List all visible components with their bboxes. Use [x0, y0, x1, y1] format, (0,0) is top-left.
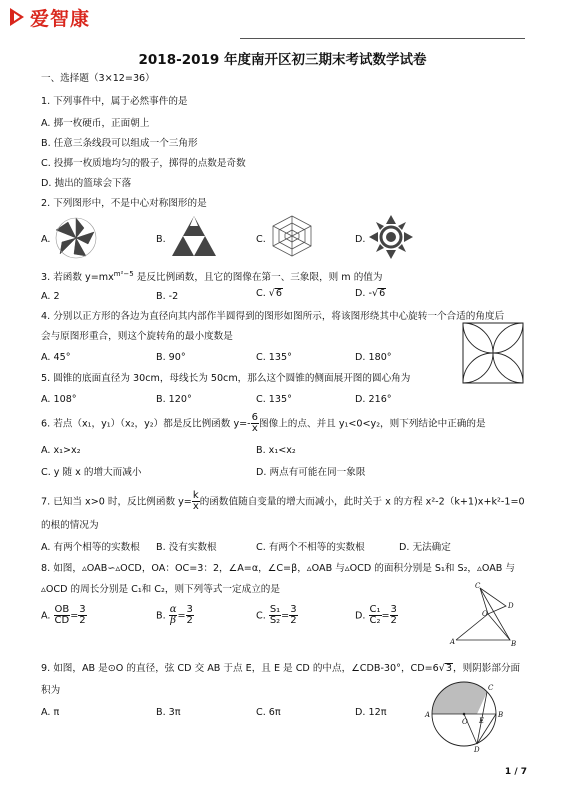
- q5-stem: 5. 圆锥的底面直径为 30cm，母线长为 50cm，那么这个圆锥的侧面展开图的圆心角为: [41, 373, 411, 384]
- q8-d-num-right: 3: [390, 604, 397, 615]
- q9-label-a: A: [425, 711, 431, 719]
- q9-label-b: B: [498, 711, 504, 719]
- q7-stem-part1: 7. 已知当 x>0 时，反比例函数 y=: [41, 496, 192, 508]
- q8-b-num-left: α: [169, 604, 177, 615]
- square-petals-figure: [462, 322, 524, 388]
- q3-option-c-radicand: 6: [275, 288, 283, 299]
- q6-fraction: [251, 413, 259, 434]
- q7-option-c: C. 有两个不相等的实数根: [256, 542, 365, 553]
- q8-option-b: B. $\frac{\alpha}{\beta}$ = $\frac{3}{2}$: [156, 604, 193, 626]
- q8-label-d: D: [508, 602, 514, 610]
- triforce-figure: [170, 214, 218, 262]
- q8-label-c: C: [475, 582, 481, 590]
- gear-star-figure: [368, 214, 414, 264]
- header-rule: [240, 38, 525, 39]
- q3-option-d: D. -√6: [355, 288, 386, 299]
- pinwheel-figure: [54, 216, 98, 264]
- q8-b-num-right: 3: [186, 604, 193, 615]
- q8-label-o: O: [482, 610, 488, 618]
- brand-logo: [8, 4, 90, 30]
- q8-c-frac-left: [269, 605, 281, 626]
- q3-option-c: C. √6: [256, 288, 283, 299]
- q6-option-a: A. x₁>x₂: [41, 445, 81, 456]
- q3-option-a: A. 2: [41, 291, 60, 302]
- q3-stem-part1: 3. 若函数 y=mx: [41, 272, 114, 284]
- q3-stem-part2: 是反比例函数，且它的图像在第一、三象限，则 m 的值为: [133, 272, 383, 284]
- q4-option-b: B. 90°: [156, 352, 186, 363]
- q9-line2: 积为: [41, 685, 61, 696]
- q7-stem: [41, 491, 525, 512]
- q9-label-o: O: [462, 718, 468, 726]
- q8-c-den-right: 2: [290, 615, 297, 626]
- q4-option-d: D. 180°: [355, 352, 392, 363]
- q2-option-a: A.: [41, 234, 51, 245]
- q3-option-b: B. -2: [156, 291, 179, 302]
- q4-line1: 4. 分别以正方形的各边为直径向其内部作半圆得到的图形如图所示，将该图形绕其中心旋转一个合适的角度后: [41, 311, 505, 322]
- section-heading: 一、选择题（3×12=36）: [41, 73, 155, 84]
- q9-label-e: E: [479, 717, 485, 725]
- q8-c-frac-right: [289, 605, 297, 626]
- q3-exponent: m²−5: [113, 270, 134, 278]
- q4-option-a: A. 45°: [41, 352, 71, 363]
- q8-a-den-right: 2: [79, 615, 86, 626]
- q8-option-a: A. $\frac{OB}{CD}$ = $\frac{3}{2}$: [41, 604, 86, 626]
- q3-option-c-label: C.: [256, 288, 266, 299]
- q8-a-num-left: OB: [54, 604, 70, 615]
- q8-option-a-label: A.: [41, 610, 51, 622]
- q5-option-a: A. 108°: [41, 394, 77, 405]
- q1-option-b: B. 任意三条线段可以组成一个三角形: [41, 138, 198, 149]
- q8-option-c: C. $\frac{\text{S₁}}{\text{S₂}}$ = $\frac{3}{2}$: [256, 604, 297, 626]
- q8-d-frac-left: [369, 605, 382, 626]
- brand-name: 爱智康: [30, 7, 91, 30]
- q9-line1-part1: 9. 如图，AB 是⊙O 的直径，弦 CD 交 AB 于点 E，且 E 是 CD 的中点，∠CDB-30°，CD=6: [41, 663, 439, 674]
- q6-option-c: C. y 随 x 的增大而减小: [41, 467, 142, 478]
- q8-b-frac-left: [169, 605, 178, 626]
- q8-option-b-label: B.: [156, 610, 166, 622]
- q6-option-b: B. x₁<x₂: [256, 445, 296, 456]
- q7-option-b: B. 没有实数根: [156, 542, 217, 553]
- q8-option-c-label: C.: [256, 610, 266, 622]
- q8-label-a: A: [450, 638, 456, 646]
- q9-radicand: 3: [445, 663, 452, 674]
- q7-line2: 的根的情况为: [41, 520, 99, 531]
- q8-c-num-right: 3: [290, 604, 297, 615]
- q2-option-c: C.: [256, 234, 266, 245]
- q2-option-d: D.: [355, 234, 366, 245]
- q8-c-den-left: S₂: [269, 615, 281, 626]
- q3-option-d-radicand: 6: [379, 288, 386, 299]
- q1-option-d: D. 抛出的篮球会下落: [41, 178, 132, 189]
- q8-c-num-left: S₁: [269, 604, 281, 615]
- q6-stem-part2: 图像上的点、并且 y₁<0<y₂，则下列结论中正确的是: [259, 418, 486, 430]
- q9-line1-part2: ，则阴影部分面: [453, 663, 521, 674]
- q8-label-b: B: [511, 640, 517, 648]
- q8-b-frac-right: [186, 605, 194, 626]
- q9-option-d: D. 12π: [355, 707, 387, 718]
- page-title: 2018-2019 年度南开区初三期末考试数学试卷: [138, 52, 427, 68]
- q4-line2: 会与原图形重合，则这个旋转角的最小度数是: [41, 331, 233, 342]
- q4-option-c: C. 135°: [256, 352, 292, 363]
- q8-line2: ▵OCD 的周长分别是 C₁和 C₂，则下列等式一定成立的是: [41, 584, 280, 595]
- q9-line1: 9. 如图，AB 是⊙O 的直径，弦 CD 交 AB 于点 E，且 E 是 CD 的中点，∠CDB-30°，CD=6√3，则阴影部分面: [41, 663, 521, 674]
- q8-a-den-left: CD: [54, 615, 70, 626]
- q6-numerator: 6: [251, 412, 259, 423]
- q6-stem-part1: 6. 若点（x₁，y₁）（x₂，y₂）都是反比例函数 y=-: [41, 418, 251, 430]
- q7-fraction: [192, 491, 200, 512]
- q1-stem: 1. 下列事件中，属于必然事件的是: [41, 96, 188, 107]
- q8-a-num-right: 3: [79, 604, 86, 615]
- q8-b-den-left: β: [170, 615, 176, 626]
- q5-option-d: D. 216°: [355, 394, 392, 405]
- q6-denominator: x: [251, 423, 258, 434]
- q8-a-frac-left: [54, 605, 71, 626]
- q9-option-b: B. 3π: [156, 707, 181, 718]
- q2-stem: 2. 下列图形中，不是中心对称图形的是: [41, 198, 207, 209]
- q8-b-den-right: 2: [186, 615, 193, 626]
- page-number: 1 / 7: [504, 767, 527, 777]
- q9-option-a: A. π: [41, 707, 60, 718]
- q9-label-c: C: [488, 684, 494, 692]
- q9-label-d: D: [474, 746, 480, 754]
- logo-mark-icon: [8, 6, 26, 28]
- circle-shaded-figure: [424, 672, 504, 758]
- similar-triangles-figure: [448, 580, 526, 654]
- q1-option-a: A. 掷一枚硬币，正面朝上: [41, 118, 150, 129]
- q2-option-b: B.: [156, 234, 166, 245]
- q7-numerator: k: [192, 490, 199, 501]
- q8-d-den-right: 2: [390, 615, 397, 626]
- q1-option-c: C. 投掷一枚质地均匀的骰子，掷得的点数是奇数: [41, 158, 246, 169]
- hexagon-web-figure: [268, 214, 316, 262]
- q8-a-frac-right: [78, 605, 86, 626]
- q5-option-c: C. 135°: [256, 394, 292, 405]
- q3-stem: [41, 268, 382, 284]
- q5-option-b: B. 120°: [156, 394, 192, 405]
- q8-d-frac-right: [390, 605, 398, 626]
- q3-option-d-label: D. -: [355, 288, 372, 299]
- q8-option-d: D. $\frac{\text{C₁}}{\text{C₂}}$ = $\frac{3}{2}$: [355, 604, 397, 626]
- q7-option-a: A. 有两个相等的实数根: [41, 542, 140, 553]
- q8-line1: 8. 如图，▵OAB∽▵OCD，OA：OC=3：2，∠A=α，∠C=β，▵OAB 与▵OCD 的面积分别是 S₁和 S₂，▵OAB 与: [41, 563, 516, 574]
- q7-stem-part2: 的函数值随自变量的增大而减小，此时关于 x 的方程 x²-2（k+1)x+k²-1=0: [199, 496, 525, 508]
- q8-option-d-label: D.: [355, 610, 366, 622]
- q8-d-num-left: C₁: [369, 604, 381, 615]
- q8-d-den-left: C₂: [369, 615, 381, 626]
- q7-option-d: D. 无法确定: [399, 542, 451, 553]
- q9-option-c: C. 6π: [256, 707, 281, 718]
- q6-stem: [41, 413, 486, 434]
- q7-denominator: x: [192, 501, 199, 512]
- q6-option-d: D. 两点有可能在同一象限: [256, 467, 366, 478]
